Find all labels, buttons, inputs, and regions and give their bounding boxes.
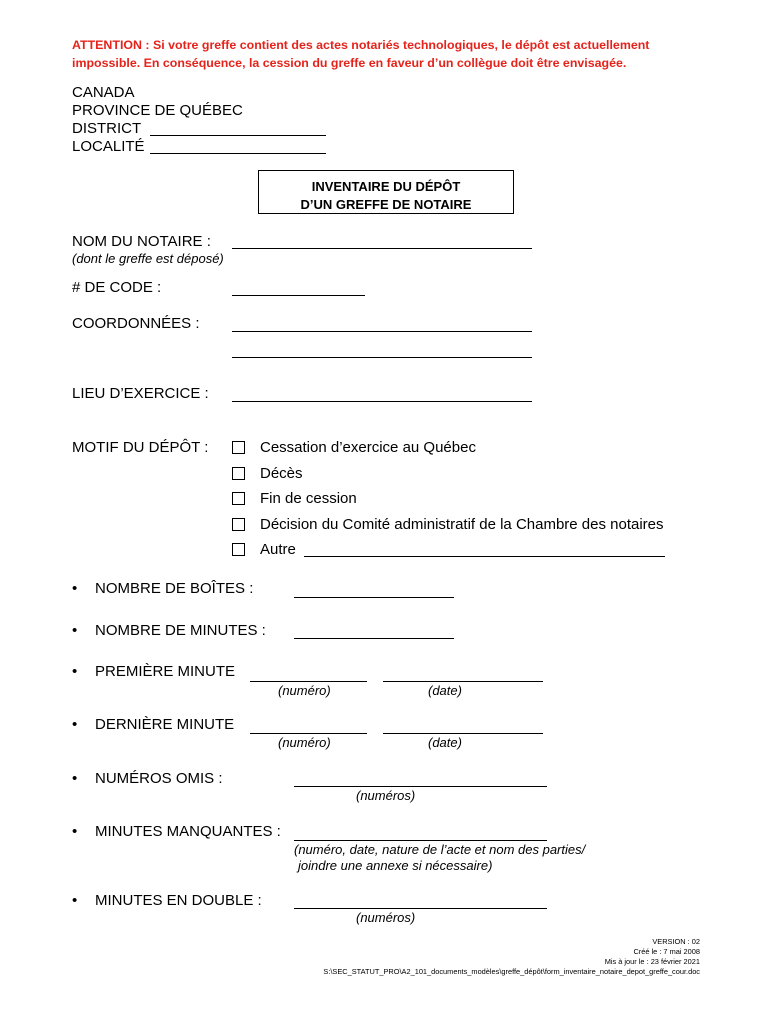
last-minute-date-field[interactable] [383,733,543,734]
last-minute-label: DERNIÈRE MINUTE [95,716,235,733]
checkbox-fin-cession[interactable] [232,492,245,505]
missing-minutes-caption-1: (numéro, date, nature de l’acte et nom des parties/ [294,842,586,857]
attention-line-1: ATTENTION : Si votre greffe contient des actes notariés technologiques, le dépôt est actuellement [72,38,650,52]
reason-autre: Autre [260,541,296,558]
code-label: # DE CODE : [72,279,162,296]
reason-cessation: Cessation d’exercice au Québec [260,439,476,456]
checkbox-cessation[interactable] [232,441,245,454]
bullet-icon: • [72,716,78,733]
notary-name-field[interactable] [232,248,532,249]
province-label: PROVINCE DE QUÉBEC [72,102,243,119]
duplicate-minutes-caption: (numéros) [356,910,416,925]
missing-minutes-caption-2: joindre une annexe si nécessaire) [298,858,493,873]
missing-minutes-label: MINUTES MANQUANTES : [95,823,281,840]
coordinates-field-1[interactable] [232,331,532,332]
bullet-icon: • [72,770,78,787]
last-minute-number-field[interactable] [250,733,367,734]
deposit-reason-label: MOTIF DU DÉPÔT : [72,439,209,456]
localite-label: LOCALITÉ [72,138,145,155]
footer-created: Créé le : 7 mai 2008 [633,947,700,956]
reason-autre-field[interactable] [304,556,665,557]
district-field[interactable] [150,135,326,136]
reason-deces: Décès [260,465,303,482]
minutes-count-field[interactable] [294,638,454,639]
attention-notice [72,36,700,72]
omitted-numbers-label: NUMÉROS OMIS : [95,770,223,787]
bullet-icon: • [72,622,78,639]
form-title-line-2: D’UN GREFFE DE NOTAIRE [300,197,472,212]
checkbox-decision-comite[interactable] [232,518,245,531]
duplicate-minutes-field[interactable] [294,908,547,909]
footer-file-path: S:\SEC_STATUT_PRO\A2_101_documents_modèles\greffe_dépôt\form_inventaire_notaire_depot_greffe_cour.doc [323,967,700,976]
footer-version: VERSION : 02 [652,937,700,946]
localite-field[interactable] [150,153,326,154]
missing-minutes-field[interactable] [294,840,547,841]
attention-line-2: impossible. En conséquence, la cession du greffe en faveur d’un collègue doit être envisagée. [72,56,627,70]
omitted-numbers-field[interactable] [294,786,547,787]
checkbox-deces[interactable] [232,467,245,480]
reason-decision-comite: Décision du Comité administratif de la Chambre des notaires [260,516,664,533]
bullet-icon: • [72,823,78,840]
notary-name-label: NOM DU NOTAIRE : [72,233,211,250]
form-title-box [258,170,514,214]
district-label: DISTRICT [72,120,142,137]
practice-location-label: LIEU D’EXERCICE : [72,385,209,402]
reason-fin-cession: Fin de cession [260,490,357,507]
form-title-line-1: INVENTAIRE DU DÉPÔT [311,179,461,194]
last-minute-date-caption: (date) [428,735,462,750]
notary-name-note: (dont le greffe est déposé) [72,251,224,266]
checkbox-autre[interactable] [232,543,245,556]
omitted-numbers-caption: (numéros) [356,788,416,803]
country-label: CANADA [72,84,135,101]
first-minute-number-field[interactable] [250,681,367,682]
minutes-count-label: NOMBRE DE MINUTES : [95,622,266,639]
code-field[interactable] [232,295,365,296]
boxes-count-field[interactable] [294,597,454,598]
bullet-icon: • [72,892,78,909]
last-minute-number-caption: (numéro) [278,735,331,750]
first-minute-number-caption: (numéro) [278,683,331,698]
duplicate-minutes-label: MINUTES EN DOUBLE : [95,892,262,909]
footer-updated: Mis à jour le : 23 février 2021 [604,957,700,966]
first-minute-date-field[interactable] [383,681,543,682]
practice-location-field[interactable] [232,401,532,402]
bullet-icon: • [72,663,78,680]
bullet-icon: • [72,580,78,597]
coordinates-label: COORDONNÉES : [72,315,200,332]
coordinates-field-2[interactable] [232,357,532,358]
boxes-count-label: NOMBRE DE BOÎTES : [95,580,254,597]
first-minute-date-caption: (date) [428,683,462,698]
first-minute-label: PREMIÈRE MINUTE [95,663,236,680]
